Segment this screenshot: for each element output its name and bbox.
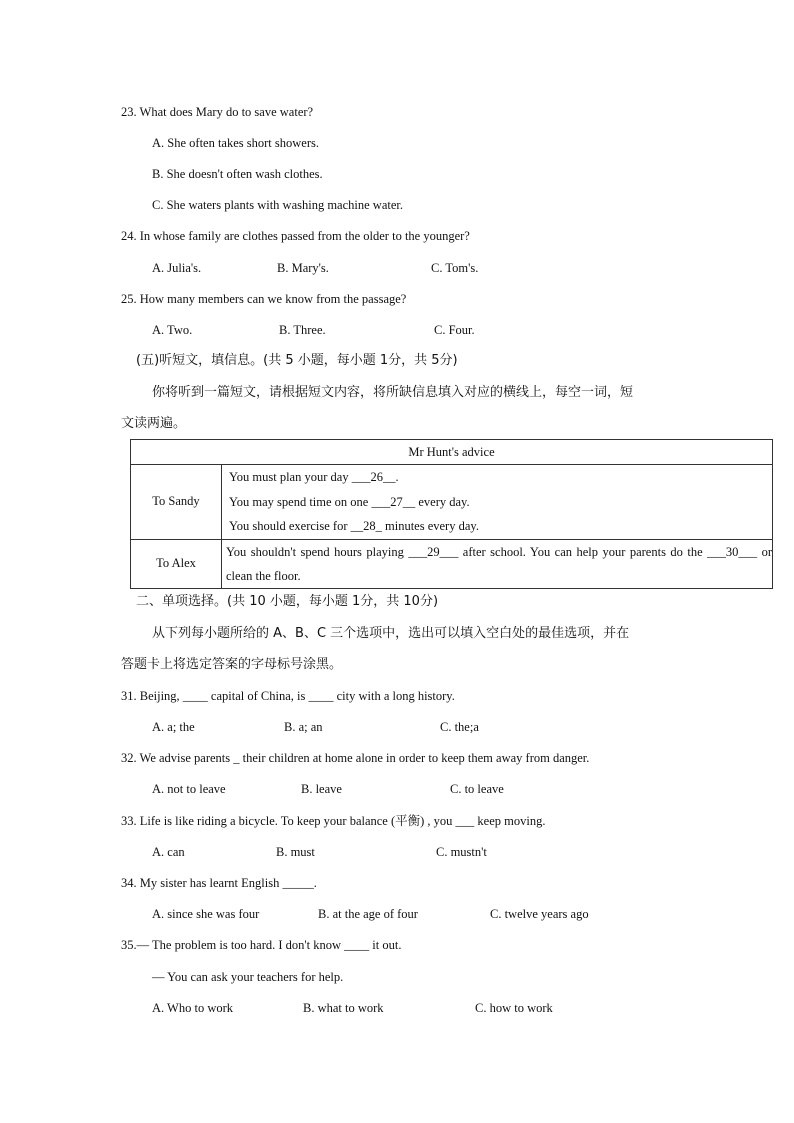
advice-line-29-30[interactable]: You shouldn't spend hours playing ___29___ after school. You can help your parents do the ___30___ or clean the floor.: [226, 544, 772, 583]
question-31-stem: 31. Beijing, ____ capital of China, is ____ city with a long history.: [121, 689, 455, 703]
advice-row-label-alex: To Alex: [131, 539, 222, 588]
question-34-stem: 34. My sister has learnt English _____.: [121, 876, 317, 890]
question-23-option-c[interactable]: C. She waters plants with washing machine water.: [152, 198, 403, 212]
question-35-stem: 35.— The problem is too hard. I don't know ____ it out.: [121, 938, 402, 952]
section-5-instruction-line2: 文读两遍。: [121, 416, 187, 431]
question-33-option-a[interactable]: A. can: [152, 845, 185, 859]
question-31-option-a[interactable]: A. a; the: [152, 720, 195, 734]
question-35-option-a[interactable]: A. Who to work: [152, 1001, 234, 1015]
section-2-instruction-line1: 从下列每小题所给的 A、B、C 三个选项中，选出可以填入空白处的最佳选项，并在: [152, 626, 630, 641]
advice-table-title: Mr Hunt's advice: [131, 440, 773, 465]
question-23-option-b[interactable]: B. She doesn't often wash clothes.: [152, 167, 323, 181]
question-31-option-b[interactable]: B. a; an: [284, 720, 323, 734]
question-35-option-b[interactable]: B. what to work: [303, 1001, 384, 1015]
question-34-option-c[interactable]: C. twelve years ago: [490, 907, 589, 921]
question-33-stem: 33. Life is like riding a bicycle. To keep your balance (平衡) , you ___ keep moving.: [121, 814, 546, 828]
question-35-reply: — You can ask your teachers for help.: [152, 970, 344, 984]
question-24-option-b[interactable]: B. Mary's.: [277, 261, 329, 275]
question-32-option-b[interactable]: B. leave: [301, 782, 342, 796]
question-25-stem: 25. How many members can we know from the passage?: [121, 292, 407, 306]
section-2-instruction-line2: 答题卡上将选定答案的字母标号涂黑。: [121, 657, 343, 672]
advice-line-27[interactable]: You may spend time on one ___27__ every day.: [229, 494, 470, 509]
advice-row-content-sandy: [222, 465, 773, 540]
question-24-stem: 24. In whose family are clothes passed from the older to the younger?: [121, 229, 470, 243]
section-5-heading: (五)听短文，填信息。(共 5 小题，每小题 1分，共 5分): [136, 353, 458, 368]
question-23-option-a[interactable]: A. She often takes short showers.: [152, 136, 319, 150]
question-32-stem: 32. We advise parents _ their children at home alone in order to keep them away from danger.: [121, 751, 590, 765]
section-5-instruction-line1: 你将听到一篇短文，请根据短文内容，将所缺信息填入对应的横线上，每空一词，短: [152, 385, 634, 400]
question-35-option-c[interactable]: C. how to work: [475, 1001, 553, 1015]
question-34-option-b[interactable]: B. at the age of four: [318, 907, 418, 921]
question-33-option-c[interactable]: C. mustn't: [436, 845, 487, 859]
question-31-option-c[interactable]: C. the;a: [440, 720, 479, 734]
question-25-option-c[interactable]: C. Four.: [434, 323, 475, 337]
question-24-option-a[interactable]: A. Julia's.: [152, 261, 202, 275]
advice-line-26[interactable]: You must plan your day ___26__.: [229, 470, 399, 484]
section-2-heading: 二、单项选择。(共 10 小题，每小题 1分，共 10分): [136, 594, 439, 609]
question-24-option-c[interactable]: C. Tom's.: [431, 261, 479, 275]
question-25-option-b[interactable]: B. Three.: [279, 323, 326, 337]
question-33-option-b[interactable]: B. must: [276, 845, 315, 859]
advice-row-label-sandy: To Sandy: [131, 465, 222, 540]
advice-line-28[interactable]: You should exercise for __28_ minutes every day.: [229, 519, 479, 533]
question-32-option-c[interactable]: C. to leave: [450, 782, 504, 796]
advice-row-content-alex: [222, 539, 773, 588]
question-32-option-a[interactable]: A. not to leave: [152, 782, 226, 796]
question-25-option-a[interactable]: A. Two.: [152, 323, 193, 337]
advice-table: [130, 439, 773, 589]
question-23-stem: 23. What does Mary do to save water?: [121, 105, 314, 119]
question-34-option-a[interactable]: A. since she was four: [152, 907, 260, 921]
